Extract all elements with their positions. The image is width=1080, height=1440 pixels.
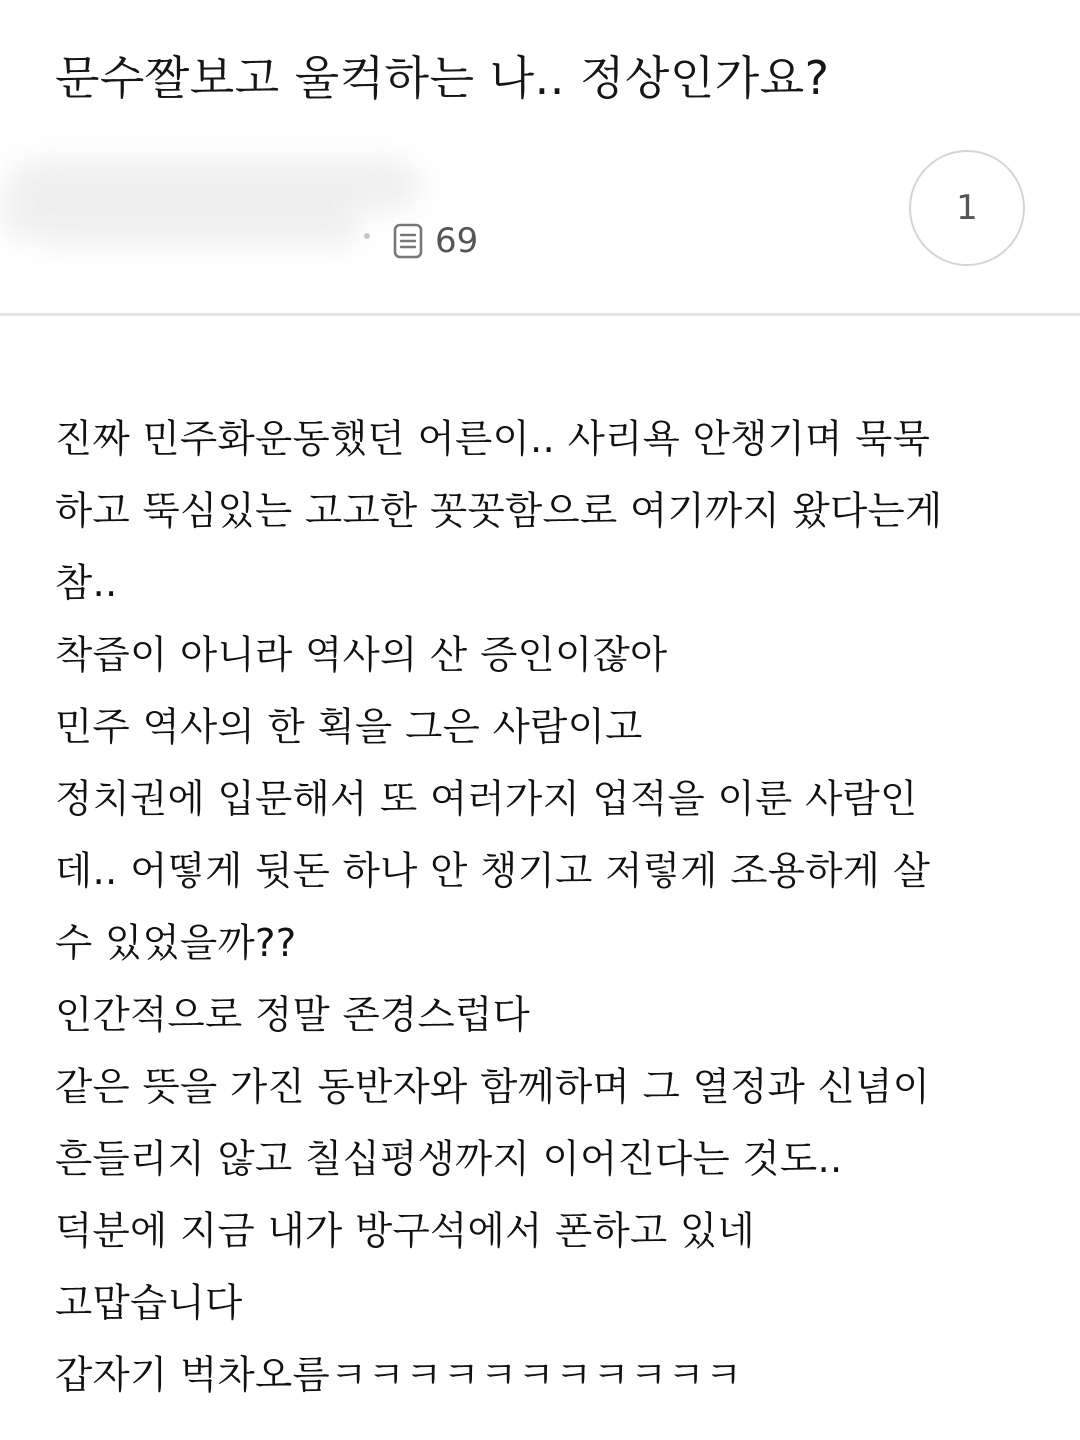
post-title: 문수짤보고 울컥하는 나.. 정상인가요? xyxy=(55,51,830,105)
body-line: 데.. 어떻게 뒷돈 하나 안 챙기고 저렇게 조용하게 살 xyxy=(55,849,931,894)
post-header xyxy=(0,0,1080,316)
view-count xyxy=(393,219,478,263)
body-line: 인간적으로 정말 존경스럽다 xyxy=(55,993,530,1038)
body-line: 고맙습니다 xyxy=(55,1281,243,1326)
meta-separator-dot xyxy=(364,233,370,239)
post-body xyxy=(55,404,1035,1412)
body-line: 진짜 민주화운동했던 어른이.. 사리욕 안챙기며 묵묵 xyxy=(55,417,931,462)
body-line: 흔들리지 않고 칠십평생까지 이어진다는 것도.. xyxy=(55,1137,843,1182)
view-count-value: 69 xyxy=(435,221,479,261)
document-icon xyxy=(393,223,423,259)
body-line: 하고 뚝심있는 고고한 꼿꼿함으로 여기까지 왔다는게 xyxy=(55,489,943,534)
body-line: 수 있었을까?? xyxy=(55,921,297,966)
body-line: 같은 뜻을 가진 동반자와 함께하며 그 열정과 신념이 xyxy=(55,1065,931,1110)
body-line: 덕분에 지금 내가 방구석에서 폰하고 있네 xyxy=(55,1209,756,1254)
body-line: 갑자기 벅차오름ㅋㅋㅋㅋㅋㅋㅋㅋㅋㅋㅋ xyxy=(55,1353,743,1398)
body-line: 착즙이 아니라 역사의 산 증인이잖아 xyxy=(55,633,668,678)
body-line: 정치권에 입문해서 또 여러가지 업적을 이룬 사람인 xyxy=(55,777,918,822)
author-info-redacted xyxy=(0,140,440,270)
body-line: 참.. xyxy=(55,561,118,606)
body-line: 민주 역사의 한 획을 그은 사람이고 xyxy=(55,705,643,750)
comment-count-button[interactable]: 1 xyxy=(909,150,1025,266)
